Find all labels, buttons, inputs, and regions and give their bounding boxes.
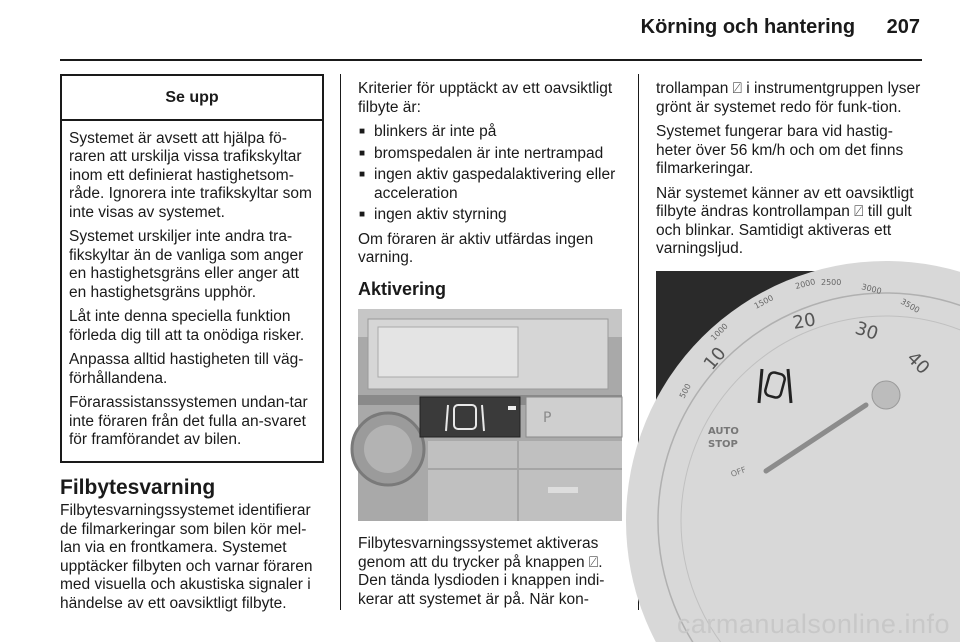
criteria-list [358, 123, 624, 225]
list-item: ■ blinkers är inte på [358, 123, 624, 142]
parking-button-label: P [543, 410, 552, 426]
column-divider-1 [340, 74, 341, 610]
watermark: carmanualsonline.info [676, 609, 950, 639]
section-title: Körning och hantering [640, 16, 856, 38]
button-panel-photo [358, 309, 622, 521]
criteria-intro: Kriterier för upptäckt av ett oavsiktligt filbyte är: [358, 80, 613, 116]
button-panel-illustration [358, 309, 622, 521]
activation-text: Filbytesvarningssystemet aktiveras genom att du trycker på knappen ⍁. Den tända lysdioden i knappen indi-kerar att systemet är på. När kon- [358, 535, 605, 608]
caution-body [62, 121, 322, 461]
caution-paragraph: Systemet är avsett att hjälpa fö-raren att urskilja vissa trafikskyltar inom ett definierat hastighetsom-råde. Ignorera inte trafikskyltar som inte visas av systemet. [69, 129, 312, 221]
column-1 [60, 74, 324, 619]
speed-label-30: 30 [852, 317, 881, 345]
instrument-cluster-illustration [656, 271, 934, 483]
speed-label-10: 10 [699, 342, 731, 374]
page-header [641, 16, 920, 39]
tach-label-1500: 1500 [752, 292, 775, 311]
tach-label-3000: 3000 [860, 281, 883, 296]
tach-label-2500: 2500 [821, 277, 842, 287]
column-3 [656, 80, 934, 577]
speed-label-40: 40 [902, 347, 934, 379]
speed-condition-text: Systemet fungerar bara vid hastig-heter över 56 km/h och om det finns filmarkeringar. [656, 123, 904, 177]
lane-warning-text: Filbytesvarningssystemet identifierar de filmarkeringar som bilen kör mel-lan via en frontkamera. Systemet upptäcker filbyten och varnar föraren med visuella och akustiska signaler i händelse av ett oavsiktligt filbyte. [60, 502, 313, 612]
indicator-ready-text: trollampan ⍁ i instrumentgruppen lyser grönt är systemet redo för funk-tion. [656, 80, 921, 116]
tach-label-3500: 3500 [899, 296, 922, 315]
speed-label-20: 20 [791, 308, 818, 334]
list-item: ■ ingen aktiv gaspedalaktivering eller acceleration [358, 166, 624, 203]
activation-heading: Aktivering [358, 278, 447, 299]
tach-label-2000: 2000 [794, 276, 817, 291]
warning-behaviour-text: När systemet känner av ett oavsiktligt filbyte ändras kontrollampan ⍁ till gult och blinkar. Samtidigt aktiveras ett varningsljud. [656, 184, 914, 257]
stop-label: STOP [708, 438, 738, 450]
list-item: ■ ingen aktiv styrning [358, 206, 624, 225]
tach-label-500: 500 [677, 381, 693, 400]
page-number: 207 [886, 16, 920, 38]
column-2 [358, 80, 624, 615]
header-rule [60, 59, 922, 61]
auto-label: AUTO [708, 425, 739, 437]
caution-paragraph: Förarassistanssystemen undan-tar inte föraren från det fulla an-svaret för framförandet av bilen. [69, 394, 308, 448]
instrument-cluster-photo [656, 271, 934, 483]
list-item: ■ bromspedalen är inte nertrampad [358, 145, 624, 164]
lane-warning-heading: Filbytesvarning [60, 475, 216, 499]
off-label: OFF [729, 464, 748, 479]
active-driver-note: Om föraren är aktiv utfärdas ingen varning. [358, 230, 594, 266]
caution-box [60, 74, 324, 463]
caution-paragraph: Systemet urskiljer inte andra tra-fikskyltar än de vanliga som anger en hastighetsgräns eller anger att en hastighetsgräns upphör. [69, 228, 304, 301]
tach-label-1000: 1000 [709, 321, 730, 342]
caution-paragraph: Låt inte denna speciella funktion förleda dig till att ta onödiga risker. [69, 308, 305, 344]
caution-title: Se upp [62, 76, 322, 121]
caution-paragraph: Anpassa alltid hastigheten till väg-förhållandena. [69, 351, 304, 387]
